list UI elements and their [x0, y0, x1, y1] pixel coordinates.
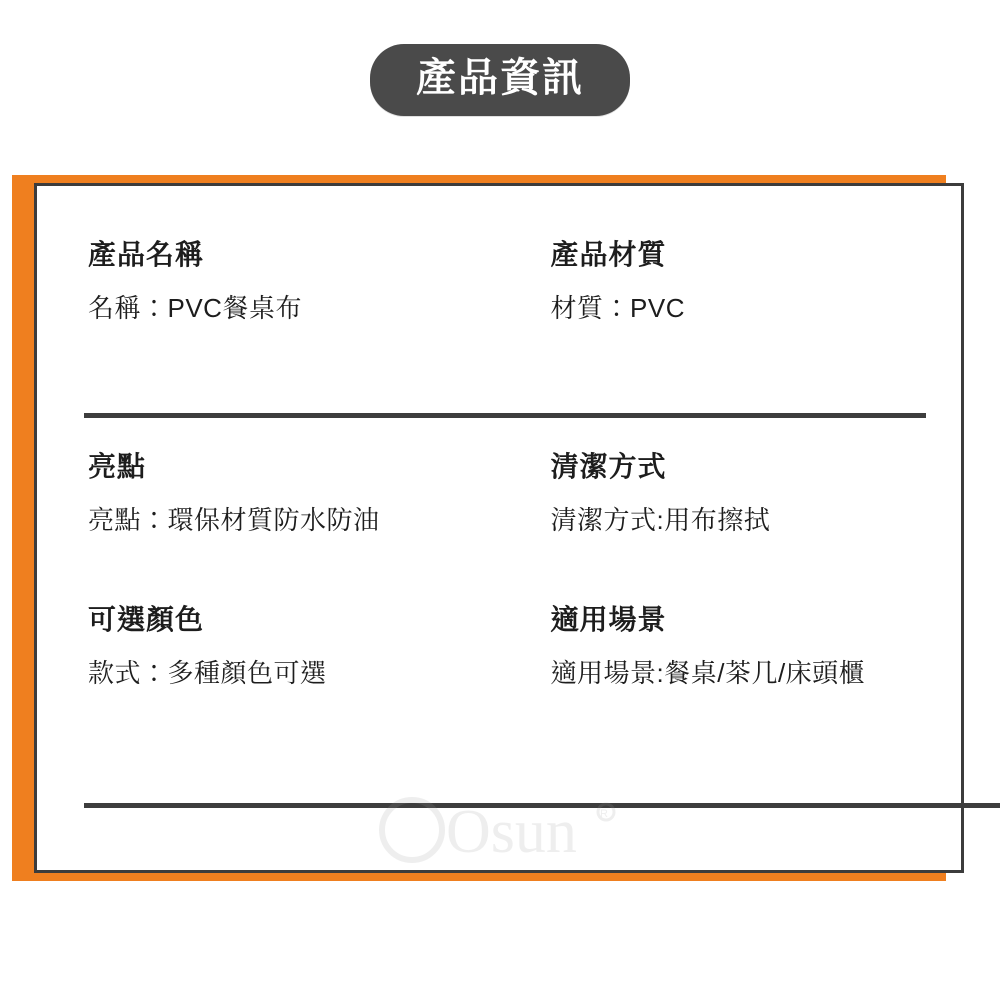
spec-cell-highlight	[88, 450, 551, 603]
spec-title: 清潔方式	[550, 451, 667, 482]
spec-cell-colors	[88, 603, 551, 788]
page-title: 產品資訊	[370, 44, 630, 116]
spec-table	[34, 183, 964, 873]
spec-value: 適用場景:餐桌/茶几/床頭櫃	[550, 657, 866, 688]
spec-value: 款式：多種顏色可選	[88, 657, 327, 688]
table-row	[34, 603, 964, 788]
spec-value: 亮點：環保材質防水防油	[88, 504, 380, 535]
spec-cell-product-name	[88, 238, 551, 413]
spec-title: 適用場景	[550, 604, 667, 635]
table-row	[34, 418, 964, 603]
spec-title: 可選顏色	[88, 604, 205, 635]
spec-value: 名稱：PVC餐桌布	[88, 292, 302, 323]
spec-title: 產品名稱	[88, 239, 205, 270]
spec-value: 清潔方式:用布擦拭	[550, 504, 771, 535]
spec-title: 產品材質	[550, 239, 667, 270]
footer-divider	[84, 803, 1000, 808]
table-row	[34, 238, 964, 413]
page-title-bar	[0, 44, 1000, 116]
spec-cell-scenarios	[551, 603, 940, 788]
spec-title: 亮點	[88, 451, 147, 482]
spec-cell-cleaning	[551, 450, 940, 603]
spec-cell-material	[551, 238, 940, 413]
spec-value: 材質：PVC	[550, 292, 685, 323]
